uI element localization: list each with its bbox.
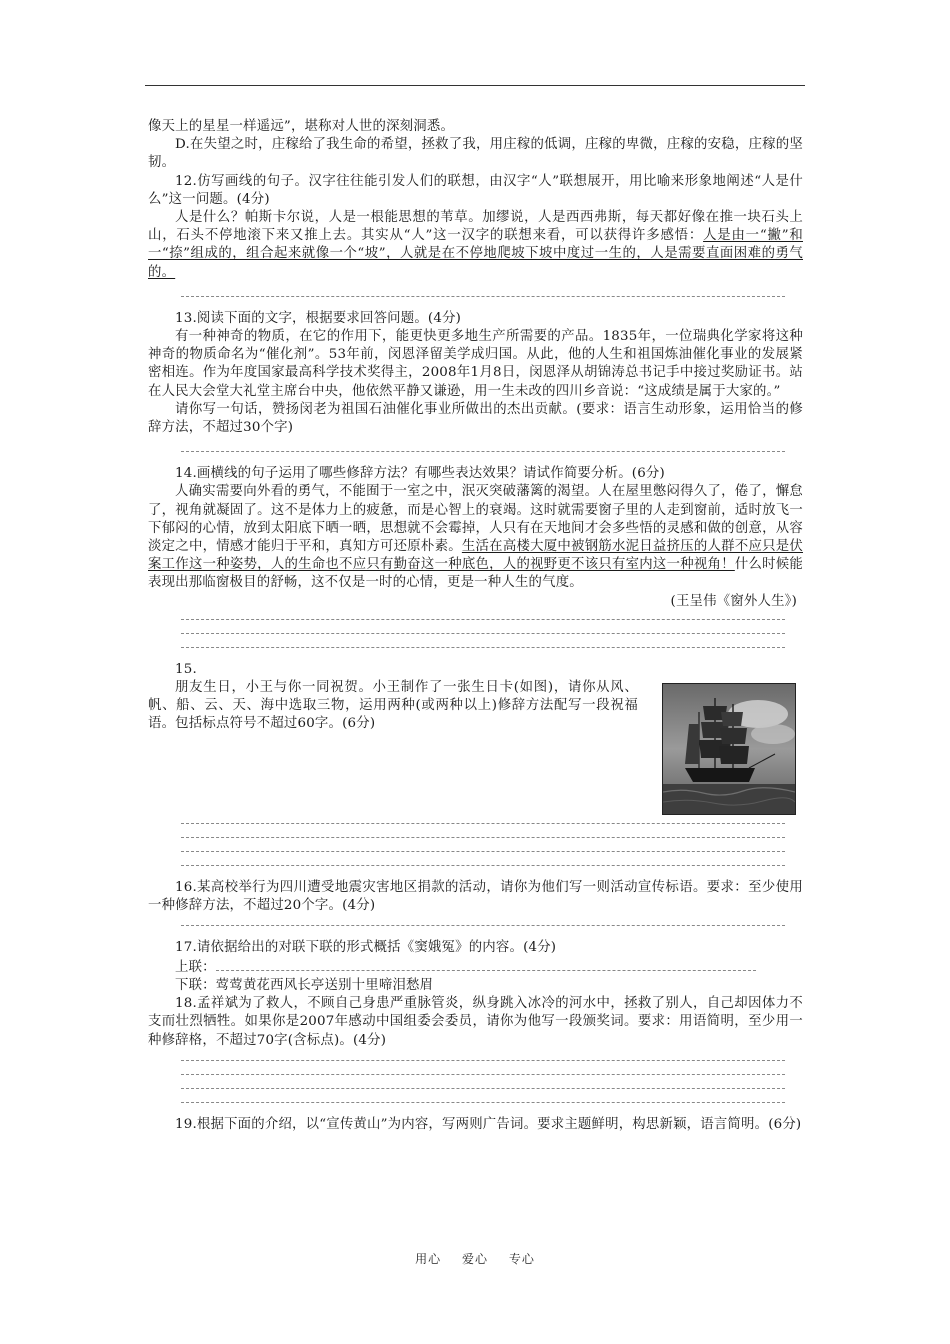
- header-rule: [145, 85, 805, 86]
- question-14-passage: [148, 483, 803, 592]
- footer-motto-3: 专心: [508, 1252, 535, 1266]
- footer-motto-1: 用心: [415, 1252, 442, 1266]
- couplet-upper: [148, 958, 803, 977]
- question-12: 12.仿写画线的句子。汉字往往能引发人们的联想，由汉字“人”联想展开，用比喻来形象地阐述“人是什么”这一问题。(4分): [148, 173, 803, 207]
- page-footer: [0, 1250, 950, 1267]
- answer-area-13[interactable]: [148, 451, 803, 452]
- answer-area-16[interactable]: [148, 925, 803, 926]
- question-15-number: 15.: [175, 661, 197, 677]
- footer-motto-2: 爱心: [461, 1252, 488, 1266]
- question-14-source: (王呈伟《窗外人生》): [670, 593, 797, 609]
- question-16: 16.某高校举行为四川遭受地震灾害地区捐款的活动，请你为他们写一则活动宣传标语。要求：至少使用一种修辞方法，不超过20个字。(4分): [148, 880, 803, 914]
- question-14-tail: 什么时候能表现出那临窗极目的舒畅，这不仅是一时的心情，更是一种人生的气度。: [148, 557, 803, 591]
- question-14-text: 人确实需要向外看的勇气，不能囿于一室之中，泯灭突破藩篱的渴望。人在屋里憋闷得久了，倦了，懈怠了，视角就凝固了。这不是体力上的疲惫，而是心智上的衰竭。这时就需要窗子里的人走到窗前，适时放飞一下郁闷的心情，放到太阳底下晒一晒，思想就不会霉掉，人只有在天地间才会多些悟的灵感和做的创意，从容淡定之中，情感才能归于平和，真知方可还原朴素。: [148, 484, 803, 555]
- option-d: D.在失望之时，庄稼给了我生命的希望，拯救了我，用庄稼的低调，庄稼的卑微，庄稼的安稳，庄稼的坚韧。: [148, 137, 803, 171]
- question-13-passage: 有一种神奇的物质，在它的作用下，能更快更多地生产所需要的产品。1835年，一位瑞典化学家将这种神奇的物质命名为“催化剂”。53年前，闵恩泽留美学成归国。从此，他的人生和祖国炼油催化事业的发展紧密相连。作为年度国家最高科学技术奖得主，2008年1月8日，闵恩泽从胡锦涛总书记手中接过奖励证书。站在人民大会堂大礼堂主席台中央，他依然平静又谦逊，用一生未改的四川乡音说：“这成绩是属于大家的。”: [148, 329, 803, 399]
- continued-line: 像天上的星星一样遥远”，堪称对人世的深刻洞悉。: [148, 119, 455, 134]
- question-12-passage: [148, 209, 803, 282]
- answer-area-14[interactable]: [148, 619, 803, 648]
- couplet-upper-label: 上联：: [175, 959, 216, 975]
- question-17: 17.请依据给出的对联下联的形式概括《窦娥冤》的内容。(4分): [175, 940, 557, 956]
- question-14: 14.画横线的句子运用了哪些修辞方法？有哪些表达效果？请试作简要分析。(6分): [175, 466, 665, 482]
- sailing-ship-image: [662, 683, 796, 815]
- question-13-requirement: 请你写一句话，赞扬闵老为祖国石油催化事业所做出的杰出贡献。(要求：语言生动形象，运用恰当的修辞方法，不超过30个字): [148, 401, 803, 436]
- question-15-text: 朋友生日，小王与你一同祝贺。小王制作了一张生日卡(如图)，请你从风、帆、船、云、天、海中选取三物，运用两种(或两种以上)修辞方法配写一段祝福语。包括标点符号不超过60字。(6分): [148, 680, 638, 732]
- couplet-upper-blank[interactable]: [216, 958, 756, 971]
- question-19: 19.根据下面的介绍，以“宣传黄山”为内容，写两则广告词。要求主题鲜明，构思新颖，语言简明。(6分): [175, 1116, 802, 1132]
- answer-area-18[interactable]: [148, 1060, 803, 1103]
- question-12-underlined: 人是由一“撇”和一“捺”组成的，组合起来就像一个“坡”，人就是在不停地爬坡下坡中度过一生的，人是需要直面困难的勇气的。: [148, 228, 803, 280]
- couplet-lower: 下联：莺莺黄花西风长亭送别十里啼泪愁眉: [175, 977, 434, 993]
- question-14-underlined: 生活在高楼大厦中被钢筋水泥日益挤压的人群不应只是伏案工作这一种姿势，人的生命也不应只有勤奋这一种底色，人的视野更不该只有室内这一种视角！: [148, 539, 803, 573]
- question-13: 13.阅读下面的文字，根据要求回答问题。(4分): [175, 310, 462, 326]
- question-12-text: 人是什么？帕斯卡尔说，人是一根能思想的苇草。加缪说，人是西西弗斯，每天都好像在推一块石头上山，石头不停地滚下来又推上去。其实从“人”这一汉字的联想来看，可以获得许多感悟：: [148, 210, 803, 244]
- question-15: [148, 679, 803, 815]
- document-page: [148, 118, 803, 1134]
- answer-area-12[interactable]: [148, 296, 803, 297]
- question-18: 18.孟祥斌为了救人，不顾自己身患严重脉管炎，纵身跳入冰冷的河水中，拯救了别人，自己却因体力不支而壮烈牺牲。如果你是2007年感动中国组委会委员，请你为他写一段颁奖词。要求：用语简明，至少用一种修辞格，不超过70字(含标点)。(4分): [148, 996, 803, 1048]
- answer-area-15[interactable]: [148, 823, 803, 866]
